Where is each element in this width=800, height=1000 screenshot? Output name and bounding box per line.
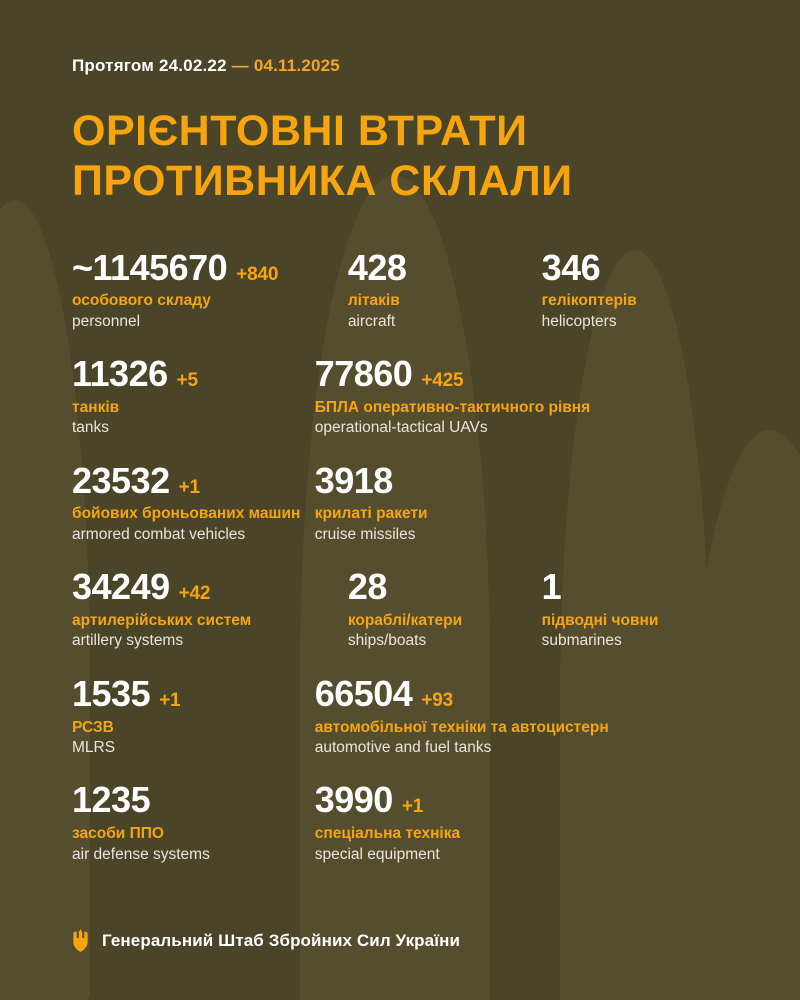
stat-label-ua: засоби ППО	[72, 825, 164, 843]
stat-helicopters	[541, 246, 728, 332]
stat-delta: +5	[176, 370, 198, 392]
stats-row	[72, 459, 728, 545]
stat-special-equipment	[315, 781, 728, 864]
title-line-1: ОРІЄНТОВНІ ВТРАТИ	[72, 107, 528, 155]
stat-armored-vehicles	[72, 459, 315, 545]
stat-value-row	[542, 568, 728, 606]
stat-delta: +1	[401, 796, 424, 818]
stat-value-row	[314, 459, 728, 501]
stat-label-ua: літаків	[347, 292, 400, 310]
stat-value-row	[72, 246, 348, 288]
stat-label-en: aircraft	[347, 312, 396, 330]
stat-label-ua: кораблі/катери	[347, 612, 463, 630]
stat-value: 34249	[72, 566, 170, 608]
stat-value: 11326	[72, 353, 168, 395]
stats-row	[72, 568, 728, 651]
stat-value: 23532	[72, 459, 170, 501]
stat-delta: +42	[178, 583, 211, 605]
stat-label-ua: бойових броньованих машин	[72, 505, 301, 523]
stat-label-en: MLRS	[72, 738, 116, 756]
date-dash: —	[231, 56, 249, 75]
stat-label-ua: особового складу	[72, 292, 211, 310]
stat-label-en: submarines	[541, 632, 622, 650]
stat-value: ~1145670	[72, 246, 228, 288]
stat-value-row	[314, 672, 728, 714]
stat-uavs	[315, 355, 728, 438]
date-from: 24.02.22	[158, 56, 227, 75]
stat-air-defense	[72, 781, 315, 864]
stat-label-en: tanks	[72, 419, 110, 437]
stat-delta: +93	[421, 689, 453, 711]
stat-delta: +840	[236, 263, 279, 285]
stats-row	[72, 246, 728, 332]
stat-label-en: operational-tactical UAVs	[314, 419, 488, 437]
stat-value: 28	[347, 566, 387, 608]
stat-value: 428	[347, 246, 407, 288]
stat-label-en: personnel	[72, 312, 141, 330]
stats-row	[72, 781, 728, 864]
stat-label-en: ships/boats	[347, 632, 427, 650]
stat-personnel	[72, 246, 348, 332]
stat-value-row	[315, 781, 728, 819]
stat-value: 1535	[72, 672, 151, 714]
stat-delta: +425	[421, 370, 464, 392]
stat-label-en: cruise missiles	[314, 525, 416, 543]
stat-cruise-missiles	[314, 459, 728, 545]
stat-value: 346	[541, 246, 601, 288]
stat-label-ua: спеціальна техніка	[314, 825, 461, 843]
stat-value-row	[348, 568, 542, 606]
date-to: 04.11.2025	[253, 56, 340, 75]
stat-value: 3990	[314, 779, 393, 821]
title-line-2: ПРОТИВНИКА СКЛАЛИ	[72, 157, 573, 206]
stat-label-en: helicopters	[541, 312, 617, 330]
stat-value: 66504	[314, 672, 413, 714]
stat-label-en: artillery systems	[72, 632, 184, 650]
stat-automotive	[314, 672, 728, 758]
stat-label-en: automotive and fuel tanks	[314, 738, 492, 756]
stat-label-en: armored combat vehicles	[72, 525, 246, 543]
stat-submarines	[542, 568, 728, 651]
stat-value-row	[72, 672, 315, 714]
stat-delta: +1	[159, 689, 181, 711]
stat-value-row	[72, 781, 315, 819]
page-title	[72, 106, 728, 207]
stat-artillery	[72, 568, 348, 651]
stat-tanks	[72, 355, 315, 438]
stat-aircraft	[347, 246, 542, 332]
stat-value-row	[541, 246, 728, 288]
stat-label-ua: БПЛА оперативно-тактичного рівня	[314, 398, 591, 416]
stats-row	[72, 672, 728, 758]
stat-value-row	[72, 355, 315, 393]
date-range	[72, 0, 728, 76]
stat-value: 77860	[314, 353, 413, 395]
stat-label-ua: підводні човни	[541, 612, 659, 630]
stat-label-ua: артилерійських систем	[72, 612, 252, 630]
stat-label-ua: крилаті ракети	[314, 505, 428, 523]
stat-delta: +1	[178, 476, 200, 498]
stat-label-ua: РСЗВ	[72, 718, 114, 736]
stat-label-ua: гелікоптерів	[541, 292, 637, 310]
stat-value: 1235	[72, 779, 151, 821]
stats-row	[72, 355, 728, 438]
stat-value: 3918	[314, 459, 393, 501]
stat-value-row	[72, 568, 348, 606]
stat-label-en: air defense systems	[72, 845, 210, 863]
footer-text: Генеральний Штаб Збройних Сил України	[102, 930, 461, 950]
stat-value-row	[315, 355, 728, 393]
stat-label-ua: автомобільної техніки та автоцистерн	[314, 718, 609, 736]
stat-label-en: special equipment	[314, 845, 440, 863]
period-prefix: Протягом	[72, 56, 155, 75]
footer	[72, 929, 460, 952]
stats-grid	[72, 246, 728, 864]
stat-ships	[348, 568, 542, 651]
stat-value-row	[347, 246, 542, 288]
stat-value: 1	[541, 566, 562, 608]
stat-label-ua: танків	[72, 398, 120, 416]
stat-mlrs	[72, 672, 315, 758]
stat-value-row	[72, 459, 315, 501]
tryzub-emblem-icon	[72, 929, 89, 952]
